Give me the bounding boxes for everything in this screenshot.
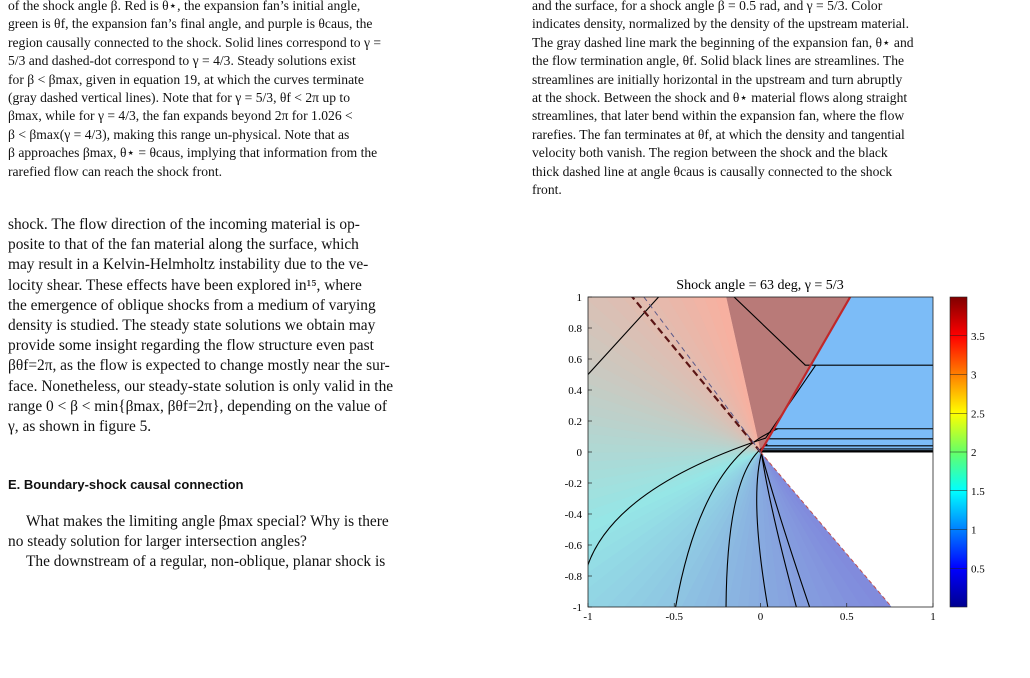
caption-line: rarefied flow can reach the shock front. [8,163,222,179]
body-line: the emergence of oblique shocks from a medium of varying [8,296,376,314]
y-tick-label: -0.8 [564,571,582,583]
x-tick-label: -1 [583,611,593,623]
y-tick-label: -0.2 [564,478,582,490]
figure-caption-continued [8,0,501,181]
caption-line: the flow termination angle, θf. Solid black lines are streamlines. The [532,53,905,69]
x-tick-label: 1 [930,611,936,623]
caption-line: at the shock. Between the shock and θ⋆ material flows along straight [532,90,908,106]
caption-line: βmax, while for γ = 4/3, the fan expands beyond 2π for 1.026 < [8,108,353,124]
colorbar-tick-label: 1 [971,524,977,537]
caption-line: thick dashed line at angle θcaus is causally connected to the shock [532,163,893,179]
figure-caption [532,0,1022,199]
body-line: may result in a Kelvin-Helmholtz instability due to the ve- [8,256,369,274]
x-tick-label: 0 [757,611,764,623]
caption-line: front. [532,182,562,198]
caption-line: green is θf, the expansion fan’s final angle, and purple is θcaus, the [8,16,373,32]
body-line: βθf=2π, as the flow is expected to change mostly near the sur- [8,357,390,375]
y-tick-label: 0.8 [568,323,582,335]
y-tick-label: -0.4 [564,509,582,521]
body-line: no steady solution for larger intersection angles? [8,532,307,550]
body-line: What makes the limiting angle βmax special? Why is there [26,512,389,530]
body-line: range 0 < β < min{βmax, βθf=2π}, depending on the value of [8,397,388,415]
body-line: face. Nonetheless, our steady-state solution is only valid in the [8,377,394,395]
caption-line: indicates density, normalized by the density of the upstream material. [532,16,909,32]
chart-title: Shock angle = 63 deg, γ = 5/3 [676,278,844,293]
caption-line: of the shock angle β. Red is θ⋆, the expansion fan’s initial angle, [8,0,361,13]
y-tick-label: -1 [572,602,582,614]
caption-line: streamlines, that later bend within the expansion fan, where the flow [532,108,905,124]
x-tick-label: 0.5 [839,611,854,623]
right-column [532,0,1022,199]
y-tick-label: 0.2 [568,416,582,428]
density-figure [548,272,988,637]
plot-area [548,272,988,632]
body-line: posite to that of the fan material along the surface, which [8,236,359,254]
y-tick-label: 1 [576,292,582,304]
body-paragraph [8,215,501,437]
body-line: shock. The flow direction of the incoming material is op- [8,216,360,234]
left-column [8,0,501,572]
caption-line: region causally connected to the shock. Solid lines correspond to γ = [8,34,382,50]
caption-line: β approaches βmax, θ⋆ = θcaus, implying that information from the [8,145,378,161]
colorbar-tick-label: 1.5 [971,485,985,498]
section-heading: E. Boundary-shock causal connection [8,477,244,493]
x-tick-label: -0.5 [665,611,683,623]
caption-line: (gray dashed vertical lines). Note that for γ = 5/3, θf < 2π up to [8,90,350,106]
body-line: locity shear. These effects have been explored in¹⁵, where [8,276,362,294]
body-line: γ, as shown in figure 5. [8,418,152,436]
body-line: provide some insight regarding the flow structure even past [8,337,374,355]
caption-line: and the surface, for a shock angle β = 0.5 rad, and γ = 5/3. Color [532,0,883,13]
y-tick-label: 0.4 [568,385,582,397]
density-plot [548,272,988,632]
caption-line: 5/3 and dashed-dot correspond to γ = 4/3. Steady solutions exist [8,53,356,69]
caption-line: for β < βmax, given in equation 19, at which the curves terminate [8,71,364,87]
caption-line: rarefies. The fan terminates at θf, at which the density and tangential [532,126,905,142]
caption-line: β < βmax(γ = 4/3), making this range un-physical. Note that as [8,126,350,142]
caption-line: streamlines are initially horizontal in the upstream and turn abruptly [532,71,903,87]
colorbar-tick-label: 2 [971,447,977,459]
y-tick-label: -0.6 [564,540,582,552]
caption-line: The gray dashed line mark the beginning of the expansion fan, θ⋆ and [532,34,914,50]
body-line: The downstream of a regular, non-oblique, planar shock is [26,552,386,570]
colorbar-tick-label: 3 [971,369,977,382]
colorbar-tick-label: 2.5 [971,408,985,421]
body-line: density is studied. The steady state solutions we obtain may [8,317,376,335]
y-tick-label: 0.6 [568,354,582,366]
caption-line: velocity both vanish. The region between the shock and the black [532,145,888,161]
colorbar-tick-label: 3.5 [971,330,985,343]
colorbar-tick-label: 0.5 [971,563,985,576]
y-tick-label: 0 [576,447,582,459]
